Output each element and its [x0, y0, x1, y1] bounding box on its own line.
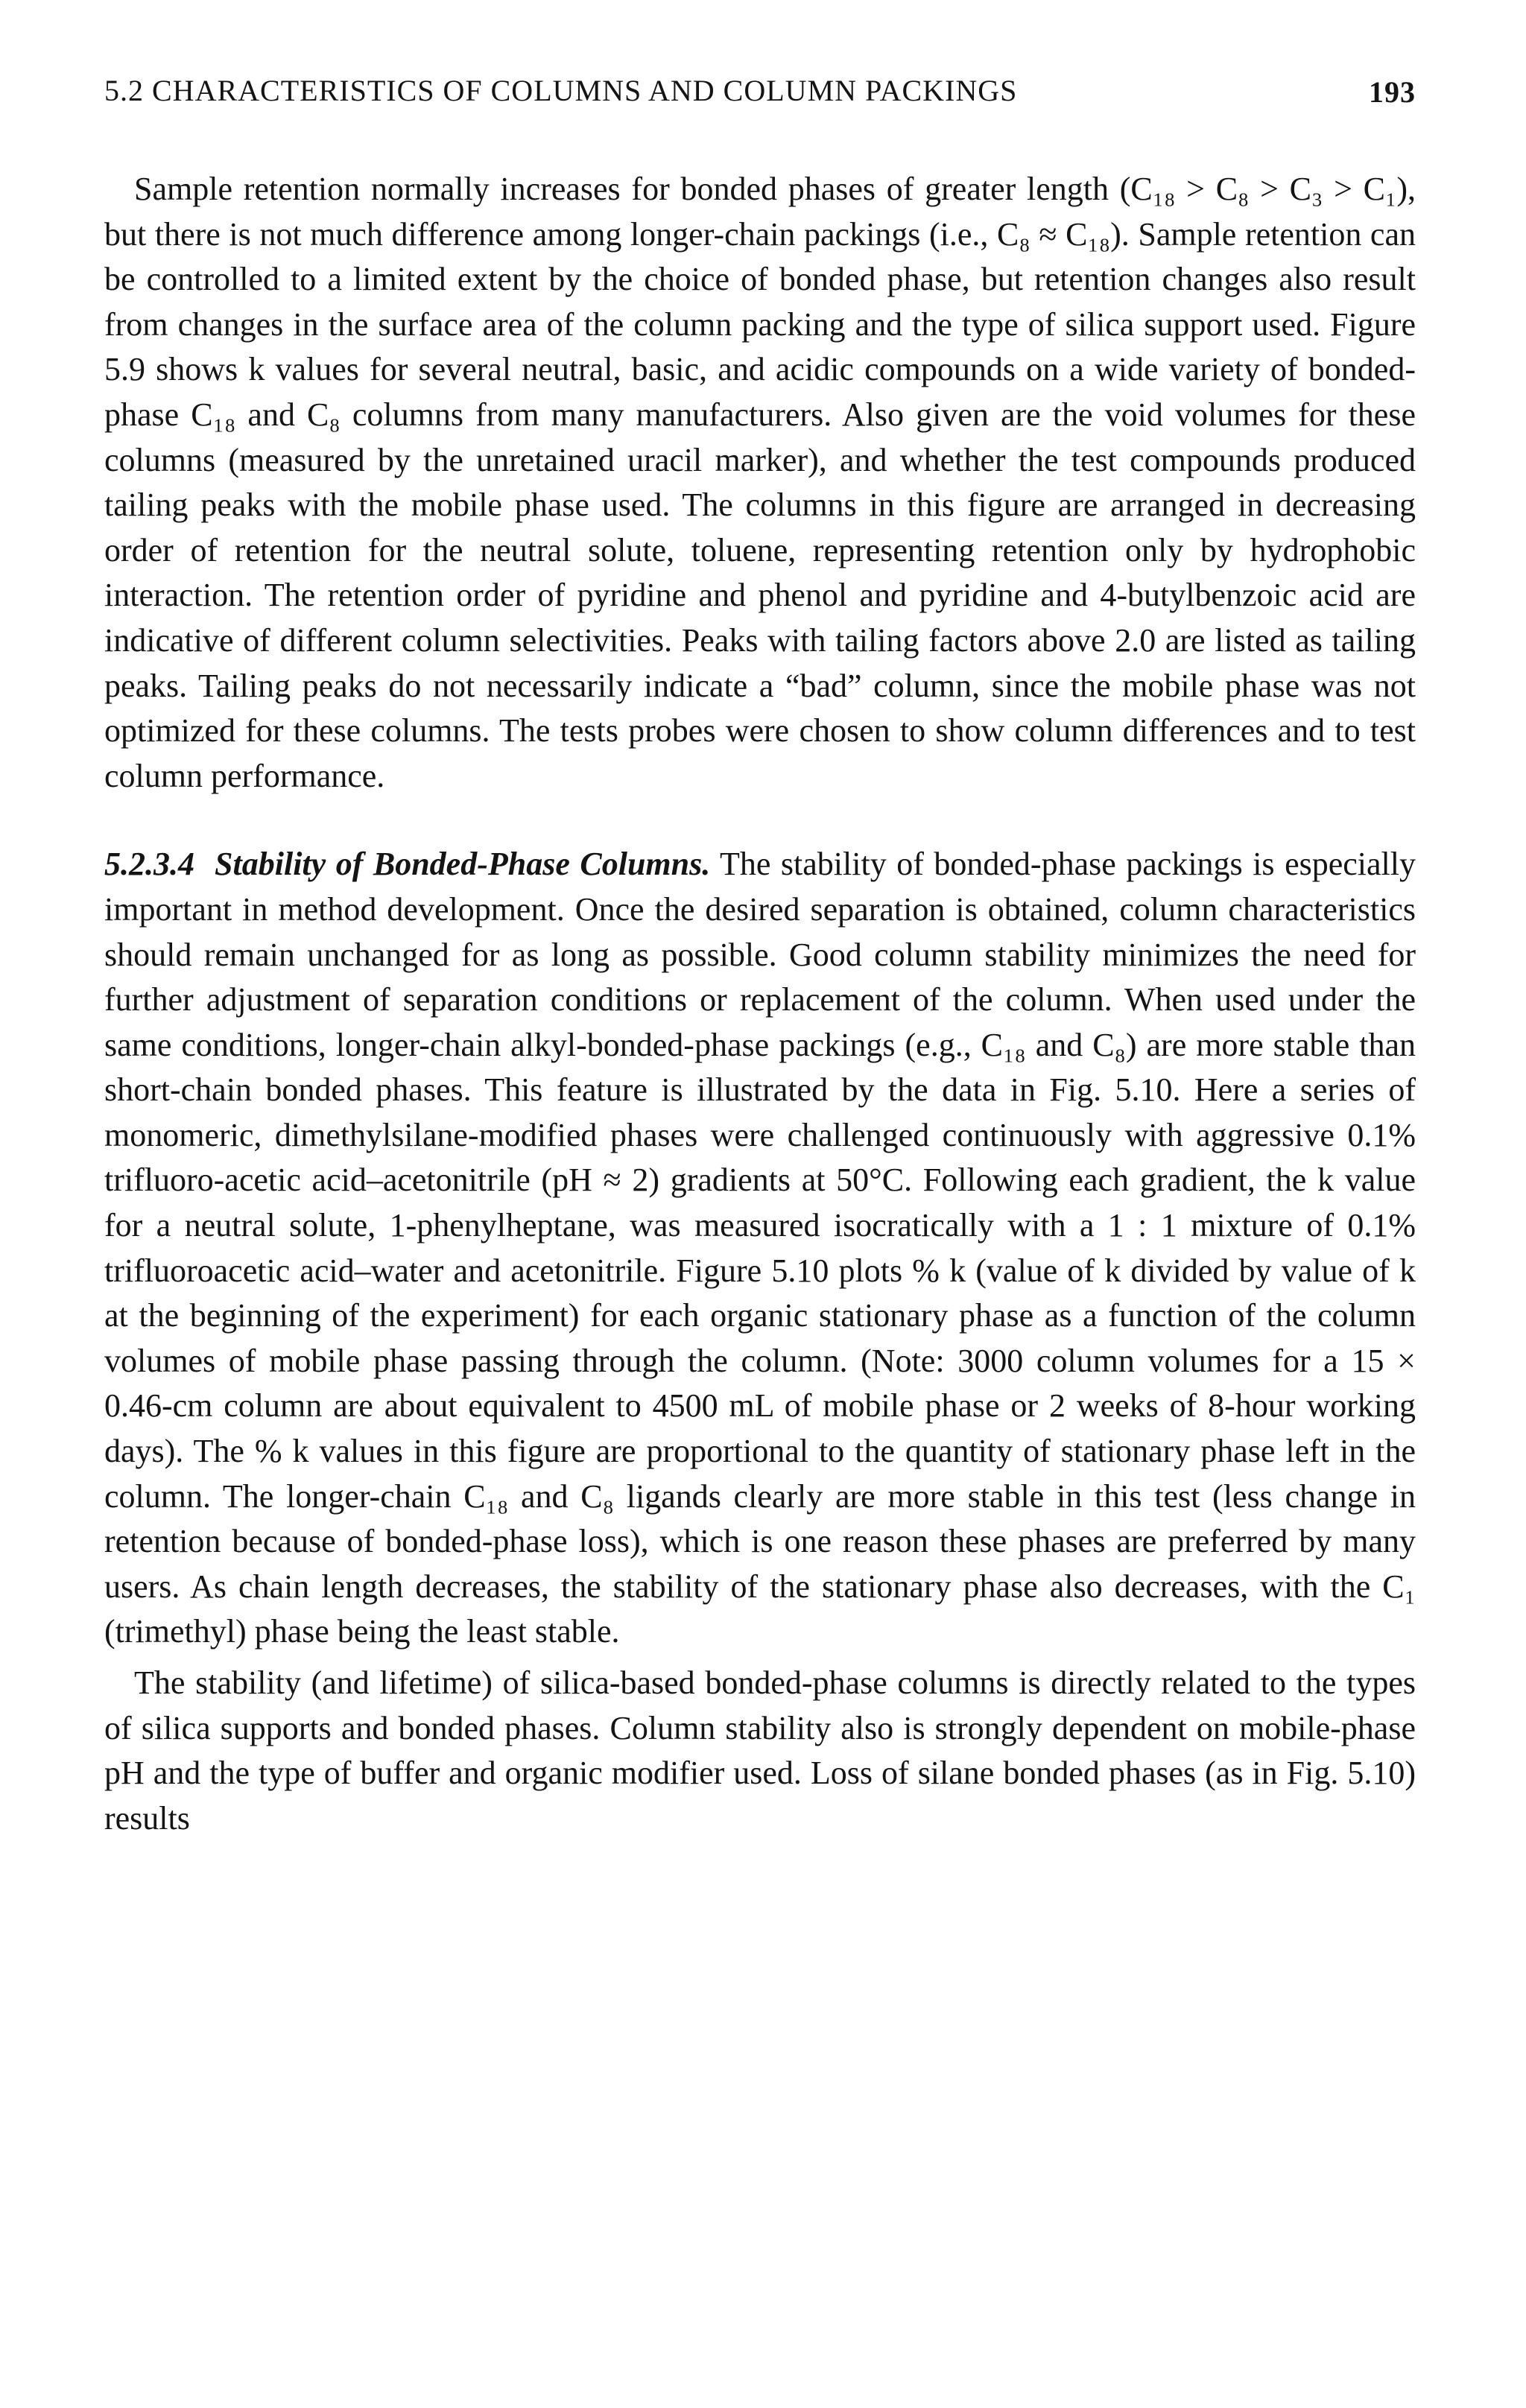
book-page [104, 69, 1416, 2378]
running-header [104, 69, 1416, 113]
section-number: 5.2.3.4 [104, 846, 194, 883]
section-body: The stability of bonded-phase packings is especially important in method development. Once the desired separation is obtained, column characteristics should remain unchanged for as long as possible. Good column stability minimizes the need for further adjustment of separation conditions or replacement of the column. When used under the same conditions, longer-chain alkyl-bonded-phase packings (e.g., C₁₈ and C₈) are more stable than short-chain bonded phases. This feature is illustrated by the data in Fig. 5.10. Here a series of monomeric, dimethylsilane-modified phases were challenged continuously with aggressive 0.1% trifluoro-acetic acid–acetonitrile (pH ≈ 2) gradients at 50°C. Following each gradient, the k value for a neutral solute, 1-phenylheptane, was measured isocratically with a 1 : 1 mixture of 0.1% trifluoroacetic acid–water and acetonitrile. Figure 5.10 plots % k (value of k divided by value of k at the beginning of the experiment) for each organic stationary phase as a function of the column volumes of mobile phase passing through the column. (Note: 3000 column volumes for a 15 × 0.46-cm column are about equivalent to 4500 mL of mobile phase or 2 weeks of 8-hour working days). The % k values in this figure are proportional to the quantity of stationary phase left in the column. The longer-chain C₁₈ and C₈ ligands clearly are more stable in this test (less change in retention because of bonded-phase loss), which is one reason these phases are preferred by many users. As chain length decreases, the stability of the stationary phase also decreases, with the C₁ (trimethyl) phase being the least stable. [104, 846, 1416, 1650]
section-title: Stability of Bonded-Phase Columns. [215, 846, 711, 883]
paragraph-retention: Sample retention normally increases for bonded phases of greater length (C₁₈ > C₈ > C₃ > C₁), but there is not much difference among longer-chain packings (i.e., C₈ ≈ C₁₈). Sample retention can be controlled to a limited extent by the choice of bonded phase, but retention changes also result from changes in the surface area of the column packing and the type of silica support used. Figure 5.9 shows k values for several neutral, basic, and acidic compounds on a wide variety of bonded-phase C₁₈ and C₈ columns from many manufacturers. Also given are the void volumes for these columns (measured by the unretained uracil marker), and whether the test compounds produced tailing peaks with the mobile phase used. The columns in this figure are arranged in decreasing order of retention for the neutral solute, toluene, representing retention only by hydrophobic interaction. The retention order of pyridine and phenol and pyridine and 4-butylbenzoic acid are indicative of different column selectivities. Peaks with tailing factors above 2.0 are listed as tailing peaks. Tailing peaks do not necessarily indicate a “bad” column, since the mobile phase was not optimized for these columns. The tests probes were chosen to show column differences and to test column performance. [104, 171, 1416, 794]
page-number: 193 [1369, 75, 1416, 109]
paragraph-lifetime: The stability (and lifetime) of silica-based bonded-phase columns is directly related to the types of silica supports and bonded phases. Column stability also is strongly dependent on mobile-phase pH and the type of buffer and organic modifier used. Loss of silane bonded phases (as in Fig. 5.10) results [104, 1664, 1416, 1837]
body-text [104, 167, 1416, 1841]
paragraph-stability [104, 842, 1416, 1655]
running-title: 5.2 CHARACTERISTICS OF COLUMNS AND COLUMN PACKINGS [104, 74, 1018, 107]
